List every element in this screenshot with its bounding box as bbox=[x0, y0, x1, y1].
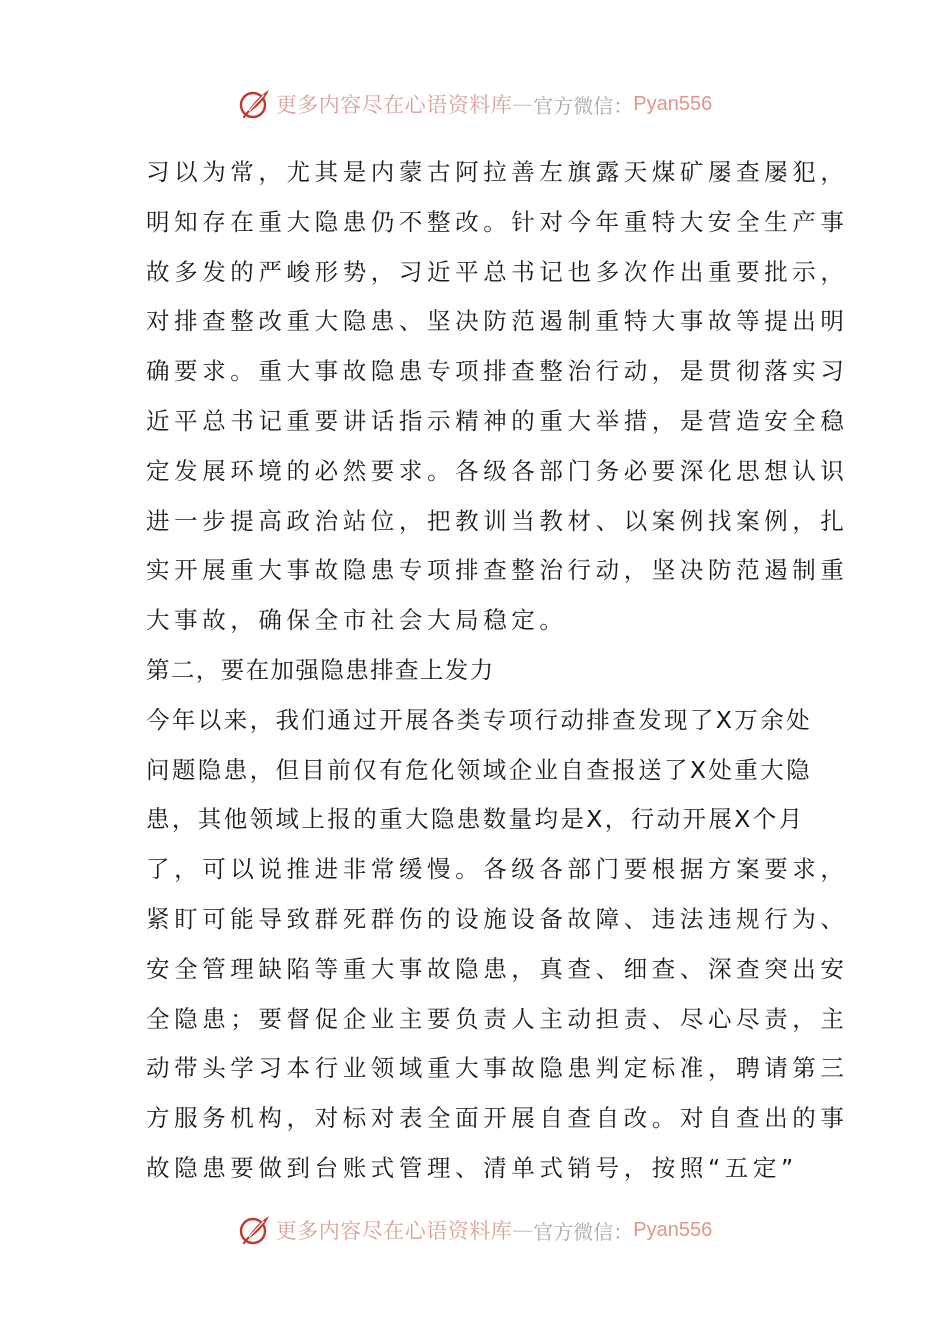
body-line: 安全管理缺陷等重大事故隐患，真查、细查、深查突出安 bbox=[146, 954, 849, 983]
body-line: 今年以来，我们通过开展各类专项行动排查发现了X万余处 bbox=[146, 705, 812, 734]
body-line: 近平总书记重要讲话指示精神的重大举措，是营造安全稳 bbox=[146, 406, 849, 435]
banner-account: Pyan556 bbox=[633, 92, 713, 115]
document-body bbox=[146, 148, 849, 1194]
body-line: 大事故，确保全市社会大局稳定。 bbox=[146, 606, 568, 635]
body-line: 确要求。重大事故隐患专项排查整治行动，是贯彻落实习 bbox=[146, 357, 849, 386]
quill-pen-logo-icon bbox=[238, 1213, 272, 1247]
body-line: 紧盯可能导致群死群伤的设施设备故障、违法违规行为、 bbox=[146, 904, 849, 933]
body-line: 方服务机构，对标对表全面开展自查自改。对自查出的事 bbox=[146, 1104, 849, 1133]
body-line: 问题隐患，但目前仅有危化领域企业自查报送了X处重大隐 bbox=[146, 755, 812, 784]
banner-brand-text: 更多内容尽在心语资料库 bbox=[275, 1219, 513, 1243]
banner-brand-text: 更多内容尽在心语资料库 bbox=[275, 93, 513, 117]
body-line: 定发展环境的必然要求。各级各部门务必要深化思想认识 bbox=[146, 456, 849, 485]
quill-pen-logo-icon bbox=[238, 87, 272, 121]
header-banner bbox=[0, 84, 950, 124]
body-line: 故多发的严峻形势，习近平总书记也多次作出重要批示， bbox=[146, 257, 849, 286]
body-line: 全隐患；要督促企业主要负责人主动担责、尽心尽责，主 bbox=[146, 1004, 849, 1033]
section-heading: 第二，要在加强隐患排查上发力 bbox=[146, 655, 495, 684]
body-line: 动带头学习本行业领域重大事故隐患判定标准，聘请第三 bbox=[146, 1054, 849, 1083]
footer-banner bbox=[0, 1210, 950, 1250]
body-line: 进一步提高政治站位，把教训当教材、以案例找案例，扎 bbox=[146, 506, 849, 535]
body-line: 患，其他领域上报的重大隐患数量均是X，行动开展X个月 bbox=[146, 805, 805, 834]
body-line: 习以为常，尤其是内蒙古阿拉善左旗露天煤矿屡查屡犯， bbox=[146, 158, 849, 186]
body-line: 对排查整改重大隐患、坚决防范遏制重特大事故等提出明 bbox=[146, 307, 849, 336]
body-line: 故隐患要做到台账式管理、清单式销号，按照“五定” bbox=[146, 1153, 798, 1182]
banner-separator: — bbox=[512, 92, 534, 116]
body-line: 了，可以说推进非常缓慢。各级各部门要根据方案要求， bbox=[146, 855, 849, 884]
banner-official-label: 官方微信： bbox=[533, 1219, 634, 1244]
body-line: 明知存在重大隐患仍不整改。针对今年重特大安全生产事 bbox=[146, 207, 849, 236]
body-line: 实开展重大事故隐患专项排查整治行动，坚决防范遏制重 bbox=[146, 556, 849, 585]
banner-official-label: 官方微信： bbox=[533, 93, 634, 118]
banner-separator: — bbox=[512, 1218, 534, 1242]
banner-account: Pyan556 bbox=[633, 1218, 713, 1241]
